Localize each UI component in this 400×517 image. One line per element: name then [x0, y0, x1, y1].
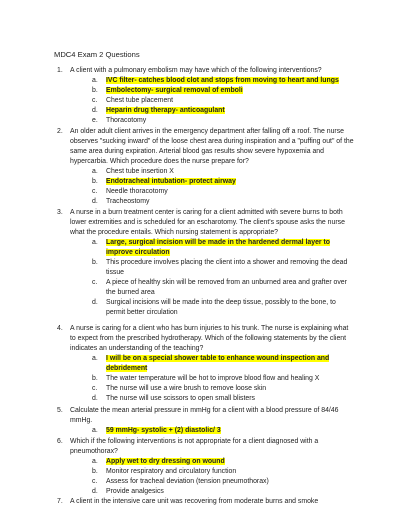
option-text: Apply wet to dry dressing on wound	[106, 458, 225, 465]
option-text: Surgical incisions will be made into the deep tissue, possibly to the bone, to permit better circulation	[106, 299, 336, 316]
answer-option	[92, 238, 354, 258]
answer-option	[92, 187, 354, 197]
question-stem: A client in the intensive care unit was recovering from moderate burns and smoke	[70, 498, 319, 505]
option-text: The water temperature will be hot to improve blood flow and healing X	[106, 375, 320, 382]
question-stem: Calculate the mean arterial pressure in mmHg for a client with a blood pressure of 84/46 mmHg.	[70, 407, 339, 424]
answer-option	[92, 426, 354, 436]
answer-option	[92, 394, 354, 404]
question-number: 4.	[57, 325, 63, 332]
option-letter: a.	[92, 77, 98, 84]
option-text: This procedure involves placing the client into a shower and removing the dead tissue	[106, 259, 348, 276]
question-stem: A nurse is caring for a client who has burn injuries to his trunk. The nurse is explaining what to expect from the prescribed hydrotherapy. Which of the following statements by the client indicates an understanding of the teaching?	[70, 325, 349, 352]
option-text: Chest tube insertion X	[106, 168, 174, 175]
question-number: 1.	[57, 67, 63, 74]
option-text: A piece of healthy skin will be removed from an unburned area and grafter over the burned area	[106, 279, 347, 296]
answer-option	[92, 477, 354, 487]
option-text: 59 mmHg- systolic + (2) diastolic/ 3	[106, 427, 221, 434]
answer-option	[92, 177, 354, 187]
answer-option	[92, 76, 354, 86]
option-letter: c.	[92, 97, 98, 104]
option-text: Chest tube placement	[106, 97, 174, 104]
option-letter: c.	[92, 188, 98, 195]
option-letter: c.	[92, 279, 98, 286]
option-letter: c.	[92, 478, 98, 485]
option-text: The nurse will use scissors to open small blisters	[106, 395, 255, 402]
option-letter: a.	[92, 427, 98, 434]
option-text: Monitor respiratory and circulatory function	[106, 468, 237, 475]
question-5	[54, 406, 354, 436]
option-text: Tracheostomy	[106, 198, 150, 205]
question-number: 3.	[57, 209, 63, 216]
option-letter: c.	[92, 385, 98, 392]
option-letter: b.	[92, 375, 98, 382]
option-letter: d.	[92, 299, 98, 306]
question-4	[54, 324, 354, 404]
answer-options	[54, 167, 354, 207]
option-letter: b.	[92, 468, 98, 475]
option-text: Assess for tracheal deviation (tension pneumothorax)	[106, 478, 269, 485]
option-letter: e.	[92, 117, 98, 124]
question-1	[54, 66, 354, 126]
option-text: I will be on a special shower table to enhance wound inspection and debridement	[106, 355, 330, 372]
question-3	[54, 208, 354, 318]
answer-option	[92, 197, 354, 207]
option-letter: b.	[92, 87, 98, 94]
answer-option	[92, 374, 354, 384]
question-stem: Which if the following interventions is not appropriate for a client diagnosed with a pneumothorax?	[70, 438, 319, 455]
answer-option	[92, 278, 354, 298]
answer-options	[54, 76, 354, 126]
option-text: Needle thoracotomy	[106, 188, 168, 195]
question-stem: A client with a pulmonary embolism may have which of the following interventions?	[70, 67, 322, 74]
question-stem: An older adult client arrives in the emergency department after falling off a roof. The nurse observes "sucking inward" of the loose chest area during inspiration and a "puffing out" of the same area during expiration. Arterial blood gas results show severe hypoxemia and hypercarbia. Which procedure does the nurse prepare for?	[70, 128, 354, 165]
option-letter: a.	[92, 458, 98, 465]
option-letter: d.	[92, 107, 98, 114]
answer-option	[92, 96, 354, 106]
answer-option	[92, 354, 354, 374]
option-letter: d.	[92, 198, 98, 205]
option-letter: d.	[92, 395, 98, 402]
question-number: 6.	[57, 438, 63, 445]
option-text: Provide analgesics	[106, 488, 164, 495]
question-number: 5.	[57, 407, 63, 414]
answer-options	[54, 238, 354, 318]
question-2	[54, 127, 354, 207]
question-stem: A nurse in a burn treatment center is caring for a client admitted with severe burns to both lower extremities and is scheduled for an escharotomy. The client's spouse asks the nurse what the procedure entails. Which nursing statement is appropriate?	[70, 209, 345, 236]
question-7	[54, 497, 354, 507]
answer-option	[92, 487, 354, 497]
answer-option	[92, 467, 354, 477]
option-text: Embolectomy- surgical removal of emboli	[106, 87, 243, 94]
answer-options	[54, 354, 354, 404]
question-number: 2.	[57, 128, 63, 135]
answer-options	[54, 457, 354, 497]
option-text: Heparin drug therapy- anticoagulant	[106, 107, 225, 114]
answer-option	[92, 116, 354, 126]
option-text: The nurse will use a wire brush to remove loose skin	[106, 385, 267, 392]
document-title: MDC4 Exam 2 Questions	[54, 50, 140, 59]
option-text: Endotracheal intubation- protect airway	[106, 178, 236, 185]
option-letter: b.	[92, 178, 98, 185]
option-letter: d.	[92, 488, 98, 495]
question-number: 7.	[57, 498, 63, 505]
answer-options	[54, 426, 354, 436]
option-letter: a.	[92, 239, 98, 246]
option-letter: a.	[92, 168, 98, 175]
question-6	[54, 437, 354, 497]
answer-option	[92, 106, 354, 116]
answer-option	[92, 298, 354, 318]
answer-option	[92, 384, 354, 394]
option-text: IVC filter- catches blood clot and stops from moving to heart and lungs	[106, 77, 339, 84]
option-text: Thoracotomy	[106, 117, 147, 124]
answer-option	[92, 258, 354, 278]
option-text: Large, surgical incision will be made in the hardened dermal layer to improve circulation	[106, 239, 331, 256]
option-letter: b.	[92, 259, 98, 266]
answer-option	[92, 86, 354, 96]
answer-option	[92, 167, 354, 177]
answer-option	[92, 457, 354, 467]
option-letter: a.	[92, 355, 98, 362]
